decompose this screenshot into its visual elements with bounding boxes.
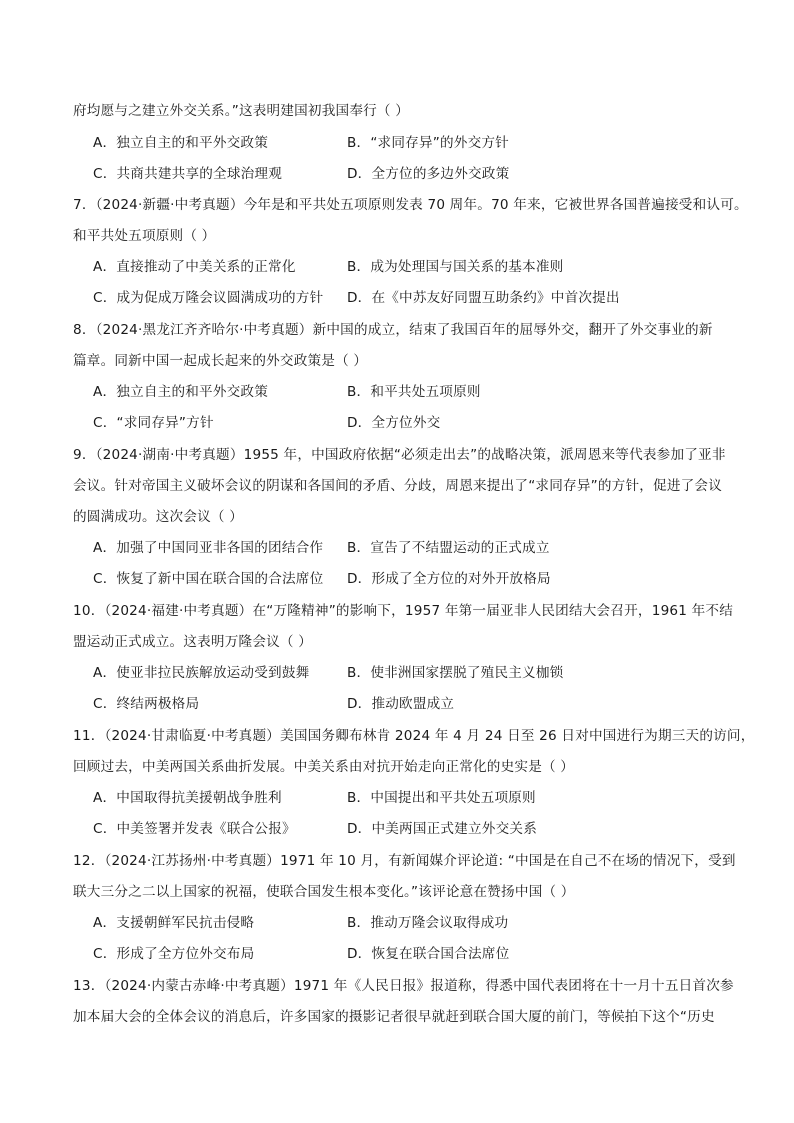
question-13-stem-line-2: 加本届大会的全体会议的消息后，许多国家的摄影记者很早就赶到联合国大厦的前门，等候拍下这个“历史 (73, 1009, 715, 1025)
question-9-stem-line-2: 会议。针对帝国主义破坏会议的阴谋和各国间的矛盾、分歧，周恩来提出了“求同存异”的方针，促进了会议 (73, 478, 722, 494)
question-12-option-d: D．恢复在联合国合法席位 (347, 946, 510, 962)
question-9-stem-line-1: 9．（2024·湖南·中考真题）1955 年，中国政府依据“必须走出去”的战略决策，派周恩来等代表参加了亚非 (73, 447, 726, 463)
option-c: C．共商共建共享的全球治理观 (93, 166, 283, 182)
option-a: A．独立自主的和平外交政策 (93, 135, 269, 151)
question-8-option-a: A．独立自主的和平外交政策 (93, 384, 269, 400)
question-10-option-c: C．终结两极格局 (93, 696, 200, 712)
question-7-stem-line-1: 7．（2024·新疆·中考真题）今年是和平共处五项原则发表 70 周年。70 年来，它被世界各国普遍接受和认可。 (73, 197, 748, 213)
question-9-option-c: C．恢复了新中国在联合国的合法席位 (93, 571, 324, 587)
question-10-option-d: D．推动欧盟成立 (347, 696, 455, 712)
question-12-stem-line-2: 联大三分之二以上国家的祝福，使联合国发生根本变化。”该评论意在赞扬中国（ ） (73, 884, 575, 900)
question-7-option-c: C．成为促成万隆会议圆满成功的方针 (93, 290, 324, 306)
question-9-option-b: B．宣告了不结盟运动的正式成立 (347, 540, 550, 556)
question-9-option-d: D．形成了全方位的对外开放格局 (347, 571, 551, 587)
question-7-option-d: D．在《中苏友好同盟互助条约》中首次提出 (347, 290, 620, 306)
question-9-stem-line-3: 的圆满成功。这次会议（ ） (73, 509, 244, 525)
question-11-stem-line-2: 回顾过去，中美两国关系曲折发展。中美关系由对抗开始走向正常化的史实是（ ） (73, 759, 575, 775)
question-12-option-a: A．支援朝鲜军民抗击侵略 (93, 915, 255, 931)
question-7-option-a: A．直接推动了中美关系的正常化 (93, 259, 296, 275)
question-12-option-b: B．推动万隆会议取得成功 (347, 915, 509, 931)
question-10-stem-line-2: 盟运动正式成立。这表明万隆会议（ ） (73, 634, 313, 650)
question-13-stem-line-1: 13．（2024·内蒙古赤峰·中考真题）1971 年《人民日报》报道称，得悉中国代表团将在十一月十五日首次参 (73, 978, 734, 994)
question-11-stem-line-1: 11．（2024·甘肃临夏·中考真题）美国国务卿布林肯 2024 年 4 月 24 日至 26 日对中国进行为期三天的访问， (73, 728, 755, 744)
question-9-option-a: A．加强了中国同亚非各国的团结合作 (93, 540, 324, 556)
question-7-option-b: B．成为处理国与国关系的基本准则 (347, 259, 564, 275)
question-10-option-b: B．使非洲国家摆脱了殖民主义枷锁 (347, 665, 564, 681)
option-d: D．全方位的多边外交政策 (347, 166, 510, 182)
question-8-stem-line-1: 8．（2024·黑龙江齐齐哈尔·中考真题）新中国的成立，结束了我国百年的屈辱外交，翻开了外交事业的新 (73, 322, 713, 338)
question-8-option-c: C．“求同存异”方针 (93, 415, 214, 431)
question-8-option-b: B．和平共处五项原则 (347, 384, 481, 400)
question-12-option-c: C．形成了全方位外交布局 (93, 946, 255, 962)
question-11-option-a: A．中国取得抗美援朝战争胜利 (93, 790, 282, 806)
question-8-stem-line-2: 篇章。同新中国一起成长起来的外交政策是（ ） (73, 353, 368, 369)
question-11-option-c: C．中美签署并发表《联合公报》 (93, 821, 296, 837)
question-7-stem-line-2: 和平共处五项原则（ ） (73, 228, 216, 244)
question-12-stem-line-1: 12．（2024·江苏扬州·中考真题）1971 年 10 月，有新闻媒介评论道: “中国是在自己不在场的情况下，受到 (73, 853, 736, 869)
question-11-option-b: B．中国提出和平共处五项原则 (347, 790, 536, 806)
question-stem-line: 府均愿与之建立外交关系。”这表明建国初我国奉行（ ） (73, 103, 410, 119)
question-11-option-d: D．中美两国正式建立外交关系 (347, 821, 537, 837)
option-b: B．“求同存异”的外交方针 (347, 135, 509, 151)
question-10-stem-line-1: 10．（2024·福建·中考真题）在“万隆精神”的影响下，1957 年第一届亚非人民团结大会召开，1961 年不结 (73, 603, 734, 619)
question-10-option-a: A．使亚非拉民族解放运动受到鼓舞 (93, 665, 310, 681)
question-8-option-d: D．全方位外交 (347, 415, 441, 431)
